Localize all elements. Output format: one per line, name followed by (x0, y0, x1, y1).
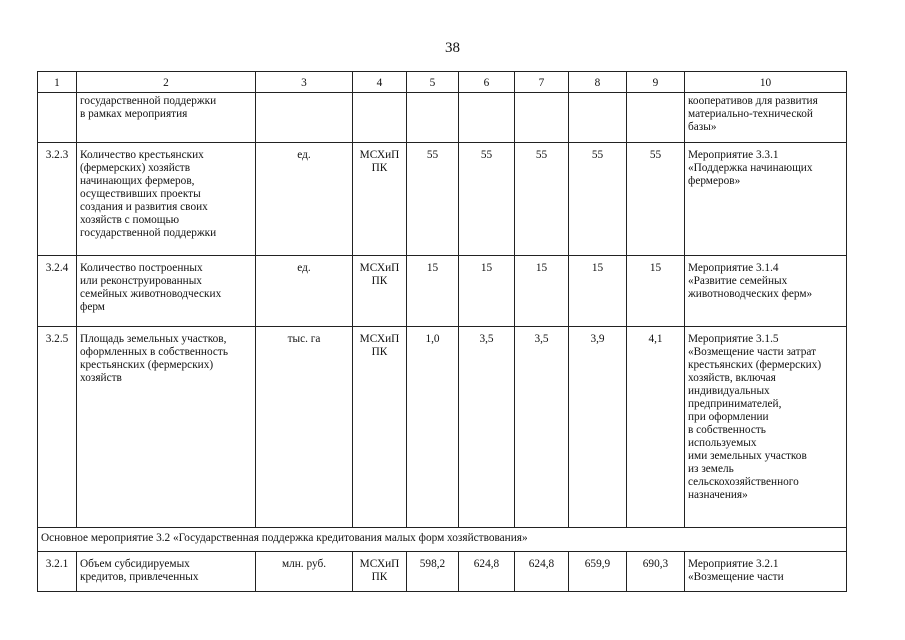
column-header: 6 (459, 72, 515, 93)
responsible-org: МСХиП ПК (353, 256, 407, 327)
indicators-table (37, 71, 847, 592)
responsible-org: МСХиП ПК (353, 327, 407, 528)
column-header: 9 (627, 72, 685, 93)
value-cell: 4,1 (627, 327, 685, 528)
value-cell: 3,5 (515, 327, 569, 528)
column-header: 1 (38, 72, 77, 93)
column-header: 5 (407, 72, 459, 93)
indicator-name: государственной поддержки в рамках мероприятия (77, 93, 256, 143)
value-cell (569, 93, 627, 143)
value-cell: 690,3 (627, 552, 685, 592)
row-number: 3.2.1 (38, 552, 77, 592)
indicator-name: Объем субсидируемых кредитов, привлеченных (77, 552, 256, 592)
value-cell: 15 (407, 256, 459, 327)
indicator-name: Количество крестьянских (фермерских) хозяйств начинающих фермеров, осуществивших проекты создания и развития своих хозяйств с помощью государственной поддержки (77, 143, 256, 256)
value-cell: 3,9 (569, 327, 627, 528)
table-header-row (38, 72, 847, 93)
value-cell: 598,2 (407, 552, 459, 592)
value-cell: 659,9 (569, 552, 627, 592)
responsible-org: МСХиП ПК (353, 552, 407, 592)
column-header: 3 (256, 72, 353, 93)
event-name: Мероприятие 3.1.4 «Развитие семейных животноводческих ферм» (685, 256, 847, 327)
value-cell: 55 (459, 143, 515, 256)
responsible-org: МСХиП ПК (353, 143, 407, 256)
value-cell: 1,0 (407, 327, 459, 528)
value-cell: 55 (627, 143, 685, 256)
value-cell (627, 93, 685, 143)
table-row (38, 327, 847, 528)
value-cell: 15 (627, 256, 685, 327)
row-number: 3.2.4 (38, 256, 77, 327)
table-row (38, 143, 847, 256)
value-cell: 55 (569, 143, 627, 256)
unit: ед. (256, 256, 353, 327)
unit (256, 93, 353, 143)
row-number: 3.2.5 (38, 327, 77, 528)
value-cell: 624,8 (459, 552, 515, 592)
event-name: кооперативов для развития материально-технической базы» (685, 93, 847, 143)
event-name: Мероприятие 3.3.1 «Поддержка начинающих фермеров» (685, 143, 847, 256)
event-name: Мероприятие 3.2.1 «Возмещение части (685, 552, 847, 592)
value-cell: 624,8 (515, 552, 569, 592)
page-number: 38 (445, 40, 460, 56)
unit: тыс. га (256, 327, 353, 528)
column-header: 4 (353, 72, 407, 93)
value-cell (407, 93, 459, 143)
column-header: 2 (77, 72, 256, 93)
row-number: 3.2.3 (38, 143, 77, 256)
indicator-name: Количество построенных или реконструированных семейных животноводческих ферм (77, 256, 256, 327)
row-number (38, 93, 77, 143)
section-row (38, 528, 847, 552)
unit: ед. (256, 143, 353, 256)
indicator-name: Площадь земельных участков, оформленных в собственность крестьянских (фермерских) хозяйств (77, 327, 256, 528)
value-cell (515, 93, 569, 143)
table-row (38, 93, 847, 143)
section-title: Основное мероприятие 3.2 «Государственная поддержка кредитования малых форм хозяйствования» (38, 528, 847, 552)
column-header: 10 (685, 72, 847, 93)
value-cell: 55 (515, 143, 569, 256)
table-row (38, 256, 847, 327)
event-name: Мероприятие 3.1.5 «Возмещение части затрат крестьянских (фермерских) хозяйств, включая индивидуальных предпринимателей, при оформлении в собственность используемых ими земельных участков из земель сельскохозяйственного назначения» (685, 327, 847, 528)
value-cell: 15 (569, 256, 627, 327)
column-header: 7 (515, 72, 569, 93)
table-row (38, 552, 847, 592)
value-cell: 3,5 (459, 327, 515, 528)
value-cell: 15 (515, 256, 569, 327)
responsible-org (353, 93, 407, 143)
value-cell: 55 (407, 143, 459, 256)
column-header: 8 (569, 72, 627, 93)
value-cell (459, 93, 515, 143)
value-cell: 15 (459, 256, 515, 327)
unit: млн. руб. (256, 552, 353, 592)
